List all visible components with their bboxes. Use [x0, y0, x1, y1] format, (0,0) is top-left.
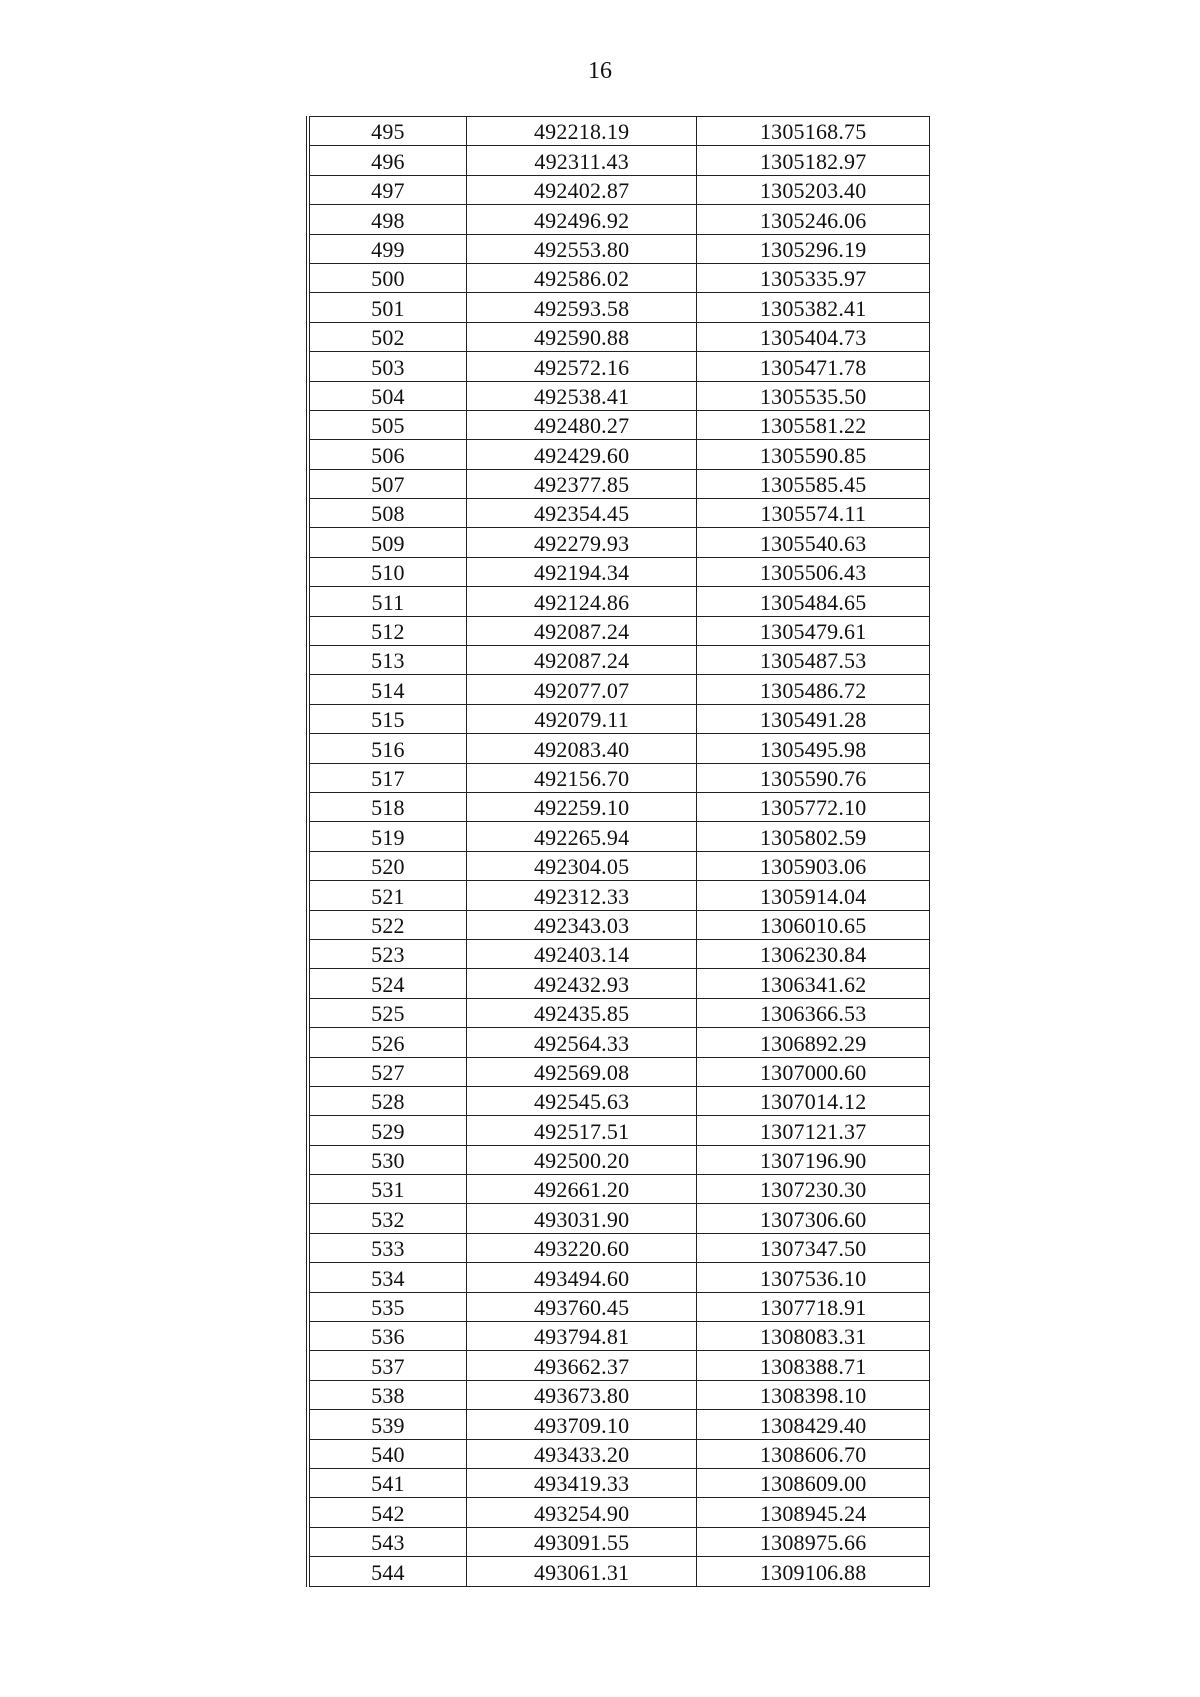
point-number-cell: 529 [308, 1116, 466, 1145]
point-number-cell: 511 [308, 587, 466, 616]
y-coordinate-cell: 1308398.10 [697, 1380, 930, 1409]
table-row [308, 1175, 930, 1204]
x-coordinate-cell: 492087.24 [466, 646, 697, 675]
table-row [308, 881, 930, 910]
point-number-cell: 515 [308, 704, 466, 733]
x-coordinate-cell: 492569.08 [466, 1057, 697, 1086]
y-coordinate-cell: 1305585.45 [697, 469, 930, 498]
point-number-cell: 503 [308, 352, 466, 381]
point-number-cell: 506 [308, 440, 466, 469]
x-coordinate-cell: 493709.10 [466, 1410, 697, 1439]
table-row [308, 822, 930, 851]
table-row [308, 1410, 930, 1439]
point-number-cell: 530 [308, 1145, 466, 1174]
y-coordinate-cell: 1306892.29 [697, 1028, 930, 1057]
table-row [308, 263, 930, 292]
x-coordinate-cell: 493494.60 [466, 1263, 697, 1292]
table-row [308, 1233, 930, 1262]
table-row [308, 998, 930, 1027]
y-coordinate-cell: 1305495.98 [697, 734, 930, 763]
y-coordinate-cell: 1305914.04 [697, 881, 930, 910]
table-row [308, 939, 930, 968]
y-coordinate-cell: 1305484.65 [697, 587, 930, 616]
y-coordinate-cell: 1305203.40 [697, 175, 930, 204]
x-coordinate-cell: 493254.90 [466, 1498, 697, 1527]
x-coordinate-cell: 493433.20 [466, 1439, 697, 1468]
table-row [308, 1468, 930, 1497]
table-row [308, 1351, 930, 1380]
point-number-cell: 518 [308, 792, 466, 821]
point-number-cell: 495 [308, 117, 466, 146]
x-coordinate-cell: 492553.80 [466, 234, 697, 263]
point-number-cell: 508 [308, 499, 466, 528]
point-number-cell: 520 [308, 851, 466, 880]
y-coordinate-cell: 1305802.59 [697, 822, 930, 851]
y-coordinate-cell: 1305540.63 [697, 528, 930, 557]
x-coordinate-cell: 492572.16 [466, 352, 697, 381]
point-number-cell: 526 [308, 1028, 466, 1057]
point-number-cell: 497 [308, 175, 466, 204]
table-row [308, 1557, 930, 1586]
y-coordinate-cell: 1308083.31 [697, 1322, 930, 1351]
point-number-cell: 517 [308, 763, 466, 792]
point-number-cell: 521 [308, 881, 466, 910]
x-coordinate-cell: 493220.60 [466, 1233, 697, 1262]
table-row [308, 734, 930, 763]
x-coordinate-cell: 492402.87 [466, 175, 697, 204]
x-coordinate-cell: 492077.07 [466, 675, 697, 704]
table-row [308, 587, 930, 616]
y-coordinate-cell: 1305574.11 [697, 499, 930, 528]
point-number-cell: 540 [308, 1439, 466, 1468]
table-row [308, 1057, 930, 1086]
page-number: 16 [588, 58, 612, 84]
y-coordinate-cell: 1305182.97 [697, 146, 930, 175]
x-coordinate-cell: 492517.51 [466, 1116, 697, 1145]
x-coordinate-cell: 492083.40 [466, 734, 697, 763]
x-coordinate-cell: 492194.34 [466, 557, 697, 586]
x-coordinate-cell: 492218.19 [466, 117, 697, 146]
y-coordinate-cell: 1305404.73 [697, 322, 930, 351]
y-coordinate-cell: 1308388.71 [697, 1351, 930, 1380]
y-coordinate-cell: 1305486.72 [697, 675, 930, 704]
x-coordinate-cell: 493091.55 [466, 1527, 697, 1556]
point-number-cell: 539 [308, 1410, 466, 1439]
point-number-cell: 513 [308, 646, 466, 675]
point-number-cell: 505 [308, 410, 466, 439]
coordinate-table-body [308, 117, 930, 1587]
point-number-cell: 528 [308, 1086, 466, 1115]
x-coordinate-cell: 492279.93 [466, 528, 697, 557]
point-number-cell: 534 [308, 1263, 466, 1292]
table-row [308, 1028, 930, 1057]
x-coordinate-cell: 492429.60 [466, 440, 697, 469]
table-row [308, 234, 930, 263]
point-number-cell: 507 [308, 469, 466, 498]
y-coordinate-cell: 1306366.53 [697, 998, 930, 1027]
y-coordinate-cell: 1305903.06 [697, 851, 930, 880]
y-coordinate-cell: 1305382.41 [697, 293, 930, 322]
x-coordinate-cell: 493061.31 [466, 1557, 697, 1586]
point-number-cell: 498 [308, 205, 466, 234]
point-number-cell: 512 [308, 616, 466, 645]
y-coordinate-cell: 1307121.37 [697, 1116, 930, 1145]
point-number-cell: 532 [308, 1204, 466, 1233]
x-coordinate-cell: 492593.58 [466, 293, 697, 322]
point-number-cell: 501 [308, 293, 466, 322]
y-coordinate-cell: 1307230.30 [697, 1175, 930, 1204]
point-number-cell: 499 [308, 234, 466, 263]
point-number-cell: 522 [308, 910, 466, 939]
y-coordinate-cell: 1305590.76 [697, 763, 930, 792]
point-number-cell: 533 [308, 1233, 466, 1262]
y-coordinate-cell: 1308606.70 [697, 1439, 930, 1468]
y-coordinate-cell: 1305246.06 [697, 205, 930, 234]
point-number-cell: 510 [308, 557, 466, 586]
table-row [308, 1292, 930, 1321]
table-row [308, 1086, 930, 1115]
point-number-cell: 543 [308, 1527, 466, 1556]
y-coordinate-cell: 1307536.10 [697, 1263, 930, 1292]
table-row [308, 1145, 930, 1174]
y-coordinate-cell: 1307014.12 [697, 1086, 930, 1115]
x-coordinate-cell: 492590.88 [466, 322, 697, 351]
point-number-cell: 504 [308, 381, 466, 410]
table-row [308, 293, 930, 322]
table-row [308, 1204, 930, 1233]
y-coordinate-cell: 1307306.60 [697, 1204, 930, 1233]
x-coordinate-cell: 492480.27 [466, 410, 697, 439]
table-row [308, 1439, 930, 1468]
y-coordinate-cell: 1306230.84 [697, 939, 930, 968]
y-coordinate-cell: 1305487.53 [697, 646, 930, 675]
table-row [308, 499, 930, 528]
table-row [308, 205, 930, 234]
y-coordinate-cell: 1308945.24 [697, 1498, 930, 1527]
y-coordinate-cell: 1305479.61 [697, 616, 930, 645]
x-coordinate-cell: 492156.70 [466, 763, 697, 792]
x-coordinate-cell: 492435.85 [466, 998, 697, 1027]
point-number-cell: 538 [308, 1380, 466, 1409]
point-number-cell: 536 [308, 1322, 466, 1351]
point-number-cell: 519 [308, 822, 466, 851]
x-coordinate-cell: 493760.45 [466, 1292, 697, 1321]
x-coordinate-cell: 492087.24 [466, 616, 697, 645]
point-number-cell: 531 [308, 1175, 466, 1204]
table-row [308, 117, 930, 146]
point-number-cell: 523 [308, 939, 466, 968]
table-row [308, 851, 930, 880]
y-coordinate-cell: 1305590.85 [697, 440, 930, 469]
x-coordinate-cell: 492265.94 [466, 822, 697, 851]
y-coordinate-cell: 1307718.91 [697, 1292, 930, 1321]
x-coordinate-cell: 492545.63 [466, 1086, 697, 1115]
x-coordinate-cell: 492312.33 [466, 881, 697, 910]
point-number-cell: 514 [308, 675, 466, 704]
table-row [308, 381, 930, 410]
y-coordinate-cell: 1305296.19 [697, 234, 930, 263]
table-row [308, 1527, 930, 1556]
y-coordinate-cell: 1307347.50 [697, 1233, 930, 1262]
x-coordinate-cell: 492124.86 [466, 587, 697, 616]
x-coordinate-cell: 492354.45 [466, 499, 697, 528]
y-coordinate-cell: 1307196.90 [697, 1145, 930, 1174]
point-number-cell: 516 [308, 734, 466, 763]
y-coordinate-cell: 1308609.00 [697, 1468, 930, 1497]
point-number-cell: 537 [308, 1351, 466, 1380]
point-number-cell: 541 [308, 1468, 466, 1497]
y-coordinate-cell: 1307000.60 [697, 1057, 930, 1086]
y-coordinate-cell: 1306341.62 [697, 969, 930, 998]
point-number-cell: 502 [308, 322, 466, 351]
point-number-cell: 535 [308, 1292, 466, 1321]
table-row [308, 1263, 930, 1292]
table-row [308, 910, 930, 939]
table-row [308, 1380, 930, 1409]
y-coordinate-cell: 1305506.43 [697, 557, 930, 586]
y-coordinate-cell: 1308429.40 [697, 1410, 930, 1439]
x-coordinate-cell: 492403.14 [466, 939, 697, 968]
x-coordinate-cell: 492500.20 [466, 1145, 697, 1174]
table-row [308, 557, 930, 586]
x-coordinate-cell: 493794.81 [466, 1322, 697, 1351]
y-coordinate-cell: 1308975.66 [697, 1527, 930, 1556]
x-coordinate-cell: 492343.03 [466, 910, 697, 939]
x-coordinate-cell: 492538.41 [466, 381, 697, 410]
point-number-cell: 500 [308, 263, 466, 292]
x-coordinate-cell: 492661.20 [466, 1175, 697, 1204]
table-row [308, 146, 930, 175]
x-coordinate-cell: 493419.33 [466, 1468, 697, 1497]
table-row [308, 175, 930, 204]
table-row [308, 1116, 930, 1145]
x-coordinate-cell: 493673.80 [466, 1380, 697, 1409]
table-row [308, 763, 930, 792]
table-row [308, 410, 930, 439]
y-coordinate-cell: 1305471.78 [697, 352, 930, 381]
x-coordinate-cell: 492432.93 [466, 969, 697, 998]
y-coordinate-cell: 1305772.10 [697, 792, 930, 821]
x-coordinate-cell: 492079.11 [466, 704, 697, 733]
point-number-cell: 525 [308, 998, 466, 1027]
table-row [308, 969, 930, 998]
x-coordinate-cell: 492496.92 [466, 205, 697, 234]
table-row [308, 469, 930, 498]
y-coordinate-cell: 1305581.22 [697, 410, 930, 439]
x-coordinate-cell: 493662.37 [466, 1351, 697, 1380]
coordinate-table [306, 116, 930, 1587]
point-number-cell: 527 [308, 1057, 466, 1086]
table-row [308, 792, 930, 821]
y-coordinate-cell: 1305335.97 [697, 263, 930, 292]
table-row [308, 1322, 930, 1351]
y-coordinate-cell: 1305168.75 [697, 117, 930, 146]
x-coordinate-cell: 492586.02 [466, 263, 697, 292]
point-number-cell: 496 [308, 146, 466, 175]
table-row [308, 528, 930, 557]
x-coordinate-cell: 492259.10 [466, 792, 697, 821]
point-number-cell: 544 [308, 1557, 466, 1586]
table-row [308, 704, 930, 733]
x-coordinate-cell: 492311.43 [466, 146, 697, 175]
table-row [308, 440, 930, 469]
point-number-cell: 542 [308, 1498, 466, 1527]
y-coordinate-cell: 1309106.88 [697, 1557, 930, 1586]
point-number-cell: 524 [308, 969, 466, 998]
table-row [308, 322, 930, 351]
y-coordinate-cell: 1305491.28 [697, 704, 930, 733]
x-coordinate-cell: 492377.85 [466, 469, 697, 498]
x-coordinate-cell: 492304.05 [466, 851, 697, 880]
y-coordinate-cell: 1306010.65 [697, 910, 930, 939]
table-row [308, 1498, 930, 1527]
table-row [308, 616, 930, 645]
table-row [308, 675, 930, 704]
point-number-cell: 509 [308, 528, 466, 557]
x-coordinate-cell: 493031.90 [466, 1204, 697, 1233]
table-row [308, 352, 930, 381]
y-coordinate-cell: 1305535.50 [697, 381, 930, 410]
x-coordinate-cell: 492564.33 [466, 1028, 697, 1057]
table-row [308, 646, 930, 675]
